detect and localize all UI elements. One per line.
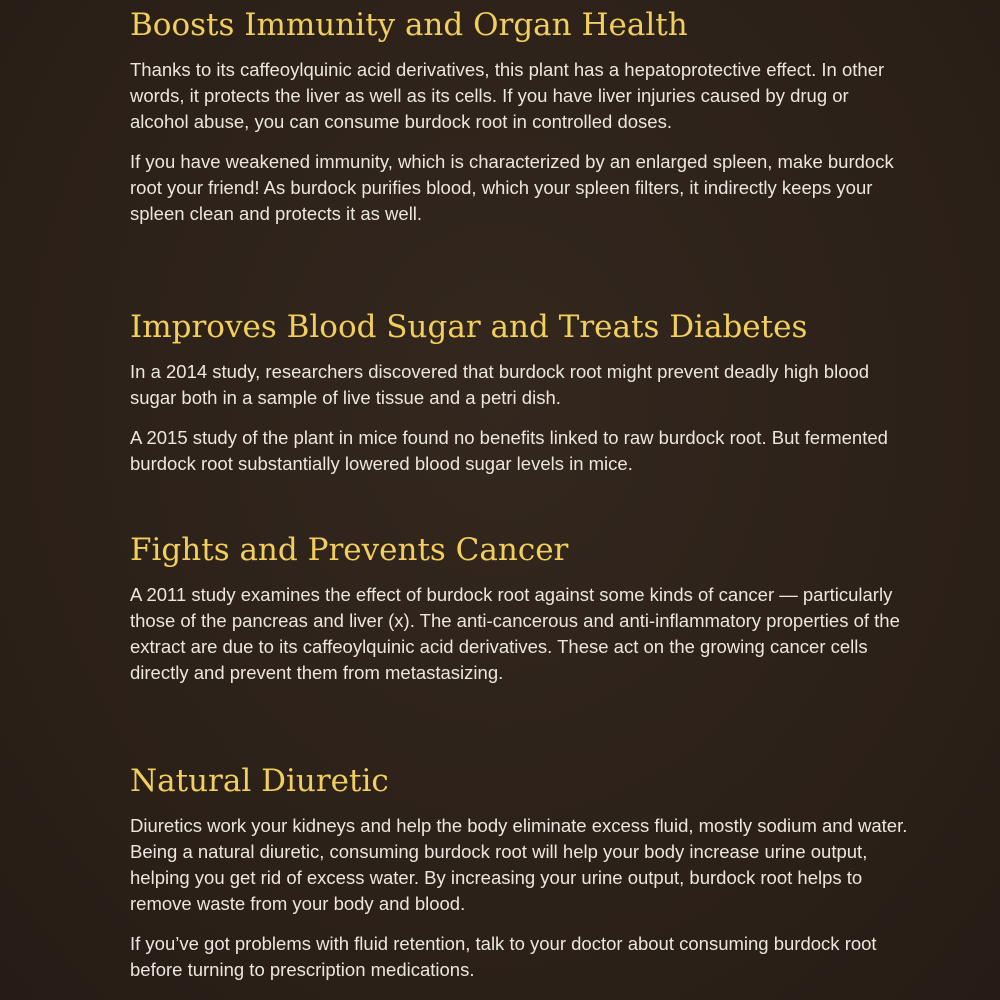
section-immunity-organ-health — [130, 5, 910, 241]
section-heading: Fights and Prevents Cancer — [130, 532, 569, 568]
section-paragraph: Thanks to its caffeoylquinic acid derivatives, this plant has a hepatoprotective effect. In other words, it protects the liver as well as its cells. If you have liver injuries caused by drug or alcohol abuse, you can consume burdock root in controlled doses. — [130, 59, 885, 132]
section-heading: Boosts Immunity and Organ Health — [130, 7, 688, 43]
section-blood-sugar-diabetes — [130, 307, 910, 491]
section-paragraph: If you’ve got problems with fluid retention, talk to your doctor about consuming burdock root before turning to prescription medications. — [130, 933, 877, 980]
section-paragraph: Diuretics work your kidneys and help the body eliminate excess fluid, mostly sodium and water. Being a natural diuretic, consuming burdock root will help your body increase urine output, helping you get rid of excess water. By increasing your urine output, burdock root helps to remove waste from your body and blood. — [130, 815, 908, 914]
section-cancer — [130, 530, 910, 700]
section-paragraph: If you have weakened immunity, which is characterized by an enlarged spleen, make burdock root your friend! As burdock purifies blood, which your spleen filters, it indirectly keeps your spleen clean and protects it as well. — [130, 151, 894, 224]
section-paragraph: A 2011 study examines the effect of burdock root against some kinds of cancer — particularly those of the pancreas and liver (x). The anti-cancerous and anti-inflammatory properties of the extract are due to its caffeoylquinic acid derivatives. These act on the growing cancer cells directly and prevent them from metastasizing. — [130, 584, 900, 683]
section-heading: Improves Blood Sugar and Treats Diabetes — [130, 309, 808, 345]
section-paragraph: A 2015 study of the plant in mice found no benefits linked to raw burdock root. But fermented burdock root substantially lowered blood sugar levels in mice. — [130, 427, 888, 474]
section-heading: Natural Diuretic — [130, 763, 389, 799]
section-paragraph: In a 2014 study, researchers discovered that burdock root might prevent deadly high blood sugar both in a sample of live tissue and a petri dish. — [130, 361, 870, 408]
section-natural-diuretic — [130, 761, 910, 997]
